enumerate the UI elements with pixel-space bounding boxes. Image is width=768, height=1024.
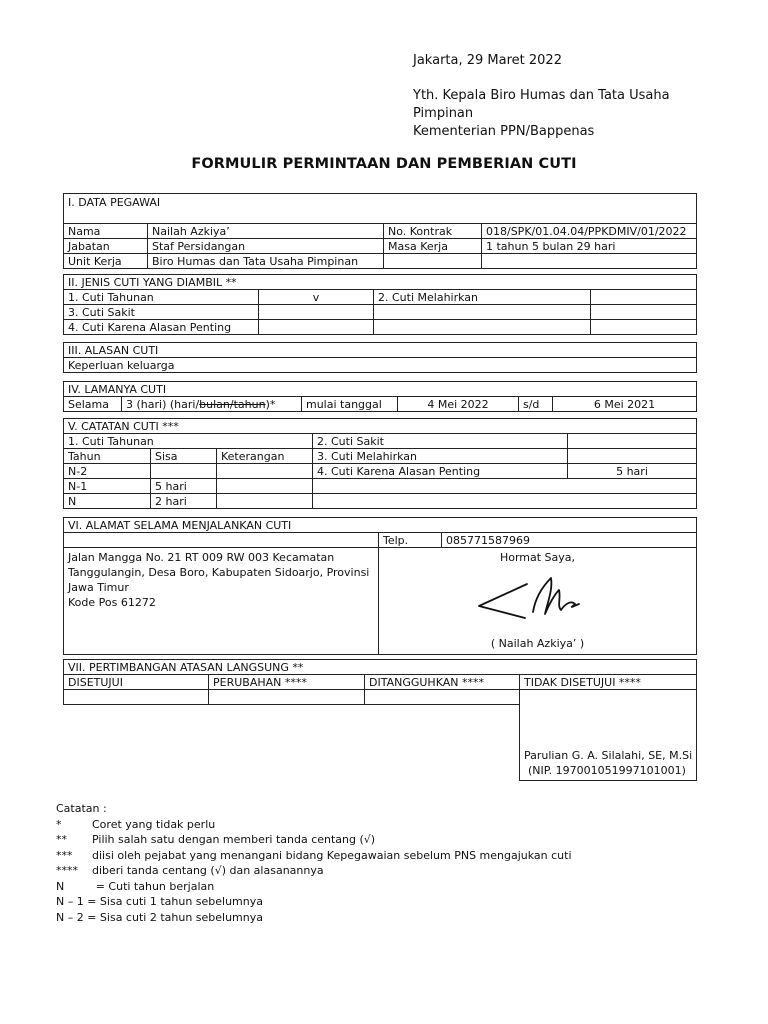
tanggal-mulai: 4 Mei 2022	[398, 397, 519, 412]
cuti-tahunan-checkbox[interactable]: v	[259, 290, 374, 305]
sisa-header: Sisa	[151, 449, 217, 464]
hormat-saya: Hormat Saya,	[499, 551, 576, 564]
atasan-signature-block	[520, 690, 697, 781]
nama-value: Nailah Azkiya’	[148, 224, 384, 239]
section-1-heading: I. DATA PEGAWAI	[64, 194, 697, 224]
catatan-cuti-alasan-penting-value: 5 hari	[568, 464, 697, 479]
selama-label: Selama	[64, 397, 122, 412]
note-n1: N – 1 = Sisa cuti 1 tahun sebelumnya	[56, 895, 263, 908]
section-pertimbangan-atasan	[63, 659, 697, 781]
catatan-notes: Catatan : * Coret yang tidak perlu ** Pilih salah satu dengan memberi tanda centang (√) *** diisi oleh pejabat yang menangani bidang Kepegawaian sebelum PNS mengajukan cuti **** diberi tanda centang (√) dan alasanannya N = Cuti tahun berjalan N – 1 = Sisa cuti 1 tahun sebelumnya N – 2 = Sisa cuti 2 tahun sebelumnya	[56, 802, 572, 924]
jabatan-label: Jabatan	[64, 239, 148, 254]
cuti-sakit-label: 3. Cuti Sakit	[64, 305, 259, 320]
sd-label: s/d	[519, 397, 553, 412]
form-title: FORMULIR PERMINTAAN DAN PEMBERIAN CUTI	[191, 156, 577, 172]
mulai-label: mulai tanggal	[302, 397, 398, 412]
catatan-cuti-melahirkan: 3. Cuti Melahirkan	[313, 449, 568, 464]
section-catatan-cuti	[63, 418, 697, 509]
note-n: N = Cuti tahun berjalan	[56, 879, 215, 893]
perubahan-checkbox[interactable]	[209, 690, 365, 705]
kontrak-label: No. Kontrak	[384, 224, 482, 239]
empty-cell	[482, 254, 697, 269]
sisa-n: 2 hari	[151, 494, 217, 509]
signer-name: ( Nailah Azkiya’ )	[490, 637, 585, 650]
empty-cell	[374, 320, 591, 335]
alasan-cuti-value: Keperluan keluarga	[64, 358, 697, 373]
durasi-value: 3 (hari) (hari/bulan/tahun)*	[122, 397, 302, 412]
cuti-alasan-penting-checkbox[interactable]	[259, 320, 374, 335]
tanggal-selesai: 6 Mei 2021	[553, 397, 697, 412]
tahun-n: N	[64, 494, 151, 509]
empty-cell	[313, 494, 697, 509]
masa-kerja-value: 1 tahun 5 bulan 29 hari	[482, 239, 697, 254]
catatan-cuti-sakit: 2. Cuti Sakit	[313, 434, 568, 449]
place-date: Jakarta, 29 Maret 2022	[413, 53, 562, 68]
perubahan-header: PERUBAHAN ****	[209, 675, 365, 690]
section-6-heading: VI. ALAMAT SELAMA MENJALANKAN CUTI	[64, 518, 697, 533]
empty-cell	[568, 449, 697, 464]
section-7-heading: VII. PERTIMBANGAN ATASAN LANGSUNG **	[64, 660, 697, 675]
signature-block	[379, 548, 697, 655]
disetujui-checkbox[interactable]	[64, 690, 209, 705]
ditangguhkan-header: DITANGGUHKAN ****	[365, 675, 520, 690]
durasi-strike: bulan/tahun	[199, 397, 266, 411]
addressee-line-3: Kementerian PPN/Bappenas	[413, 124, 595, 139]
section-4-heading: IV. LAMANYA CUTI	[64, 382, 697, 397]
telp-value: 085771587969	[442, 533, 697, 548]
notes-heading: Catatan :	[56, 802, 107, 815]
tahun-n1: N-1	[64, 479, 151, 494]
nama-label: Nama	[64, 224, 148, 239]
empty-cell	[217, 464, 313, 479]
sisa-n1: 5 hari	[151, 479, 217, 494]
unit-kerja-value: Biro Humas dan Tata Usaha Pimpinan	[148, 254, 384, 269]
empty-cell	[64, 533, 379, 548]
cuti-tahunan-label: 1. Cuti Tahunan	[64, 290, 259, 305]
addressee-line-2: Pimpinan	[413, 106, 474, 121]
tahun-header: Tahun	[64, 449, 151, 464]
alamat-value: Jalan Mangga No. 21 RT 009 RW 003 Kecamatan Tanggulangin, Desa Boro, Kabupaten Sidoarjo, Provinsi Jawa Timur Kode Pos 61272	[64, 548, 379, 655]
section-alamat	[63, 517, 697, 655]
cuti-alasan-penting-label: 4. Cuti Karena Alasan Penting	[64, 320, 259, 335]
official-name: Parulian G. A. Silalahi, SE, M.Si	[524, 749, 693, 762]
note-1: Coret yang tidak perlu	[92, 817, 216, 831]
ditangguhkan-checkbox[interactable]	[365, 690, 520, 705]
tahun-n2: N-2	[64, 464, 151, 479]
empty-cell	[217, 479, 313, 494]
section-lamanya-cuti	[63, 381, 697, 412]
cuti-melahirkan-label: 2. Cuti Melahirkan	[374, 290, 591, 305]
addressee-line-1: Yth. Kepala Biro Humas dan Tata Usaha	[413, 88, 670, 103]
jabatan-value: Staf Persidangan	[148, 239, 384, 254]
empty-cell	[384, 254, 482, 269]
empty-cell	[374, 305, 591, 320]
official-nip: (NIP. 197001051997101001)	[528, 764, 686, 777]
kontrak-value: 018/SPK/01.04.04/PPKDMIV/01/2022	[482, 224, 697, 239]
note-n2: N – 2 = Sisa cuti 2 tahun sebelumnya	[56, 910, 263, 924]
signature-image	[475, 570, 587, 620]
empty-cell	[568, 434, 697, 449]
section-jenis-cuti	[63, 274, 697, 335]
empty-cell	[151, 464, 217, 479]
catatan-cuti-tahunan: 1. Cuti Tahunan	[64, 434, 313, 449]
keterangan-header: Keterangan	[217, 449, 313, 464]
section-2-heading: II. JENIS CUTI YANG DIAMBIL **	[64, 275, 697, 290]
cuti-sakit-checkbox[interactable]	[259, 305, 374, 320]
empty-area	[64, 705, 520, 781]
note-2: Pilih salah satu dengan memberi tanda centang (√)	[92, 833, 376, 846]
section-alasan-cuti	[63, 342, 697, 373]
masa-kerja-label: Masa Kerja	[384, 239, 482, 254]
section-5-heading: V. CATATAN CUTI ***	[64, 419, 697, 434]
section-data-pegawai	[63, 193, 697, 269]
unit-kerja-label: Unit Kerja	[64, 254, 148, 269]
section-3-heading: III. ALASAN CUTI	[64, 343, 697, 358]
catatan-cuti-alasan-penting: 4. Cuti Karena Alasan Penting	[313, 464, 568, 479]
empty-cell	[591, 320, 697, 335]
cuti-melahirkan-checkbox[interactable]	[591, 290, 697, 305]
empty-cell	[591, 305, 697, 320]
note-3: diisi oleh pejabat yang menangani bidang Kepegawaian sebelum PNS mengajukan cuti	[92, 848, 572, 862]
tidak-disetujui-header: TIDAK DISETUJUI ****	[520, 675, 697, 690]
telp-label: Telp.	[379, 533, 442, 548]
note-4: diberi tanda centang (√) dan alasanannya	[92, 864, 324, 877]
empty-cell	[313, 479, 697, 494]
disetujui-header: DISETUJUI	[64, 675, 209, 690]
empty-cell	[217, 494, 313, 509]
